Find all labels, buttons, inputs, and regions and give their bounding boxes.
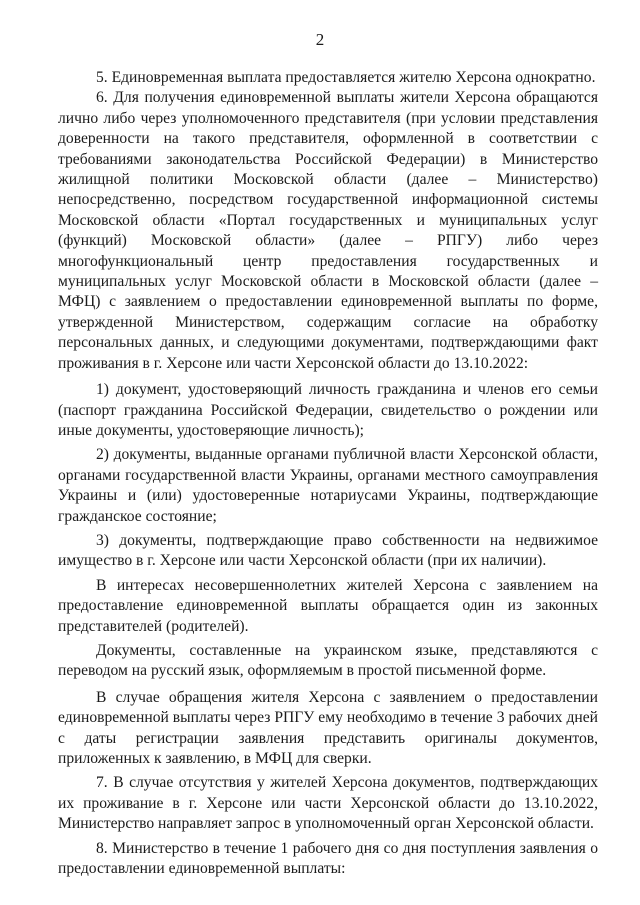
paragraph-rpgu-originals: В случае обращения жителя Херсона с заявлением о предоставлении единовременной выплаты через РПГУ ему необходимо в течение 3 рабочих дней с даты регистрации заявления представить оригиналы документов, приложенных к заявлению, в МФЦ для сверки. bbox=[58, 688, 598, 767]
paragraph-translation: Документы, составленные на украинском языке, представляются с переводом на русский язык, оформляемым в простой письменной форме. bbox=[58, 641, 598, 680]
paragraph-8: 8. Министерство в течение 1 рабочего дня со дня поступления заявления о предоставлении единовременной выплаты: bbox=[58, 839, 598, 878]
paragraph-7: 7. В случае отсутствия у жителей Херсона документов, подтверждающих их проживание в г. Херсоне или части Херсонской области до 13.10.2022, Министерство направляет запрос в уполномоченный орган Херсонской области. bbox=[58, 774, 598, 833]
page-number: 2 bbox=[315, 30, 325, 49]
paragraph-minors: В интересах несовершеннолетних жителей Херсона с заявлением на предоставление единовременной выплаты обращается один из законных представителей (родителей). bbox=[58, 576, 598, 635]
paragraph-6: 6. Для получения единовременной выплаты жители Херсона обращаются лично либо через уполномоченного представителя (при условии представления доверенности на такого представителя, оформленной в соответствии с требованиями законодательства Российской Федерации) в Министерство жилищной политики Московской области (далее – Министерство) непосредственно, посредством государственной информационной системы Московской области «Портал государственных и муниципальных услуг (функций) Московской области» (далее – РПГУ) либо через многофункциональный центр предоставления государственных и муниципальных услуг Московской области в Московской области (далее – МФЦ) с заявлением о предоставлении единовременной выплаты по форме, утвержденной Министерством, содержащим согласие на обработку персональных данных, и следующими документами, подтверждающими факт проживания в г. Херсоне или части Херсонской области до 13.10.2022: bbox=[58, 89, 598, 372]
paragraph-5: 5. Единовременная выплата предоставляется жителю Херсона однократно. bbox=[96, 69, 596, 86]
list-item-3: 3) документы, подтверждающие право собственности на недвижимое имущество в г. Херсоне или части Херсонской области (при их наличии). bbox=[58, 531, 598, 570]
document-body bbox=[58, 68, 598, 879]
list-item-1: 1) документ, удостоверяющий личность гражданина и членов его семьи (паспорт гражданина Российской Федерации, свидетельство о рождении или иные документы, удостоверяющие личность); bbox=[58, 381, 598, 439]
list-item-2: 2) документы, выданные органами публичной власти Херсонской области, органами государственной власти Украины, органами местного самоуправления Украины и (или) удостоверенные нотариусами Украины, подтверждающие гражданское состояние; bbox=[58, 446, 598, 525]
